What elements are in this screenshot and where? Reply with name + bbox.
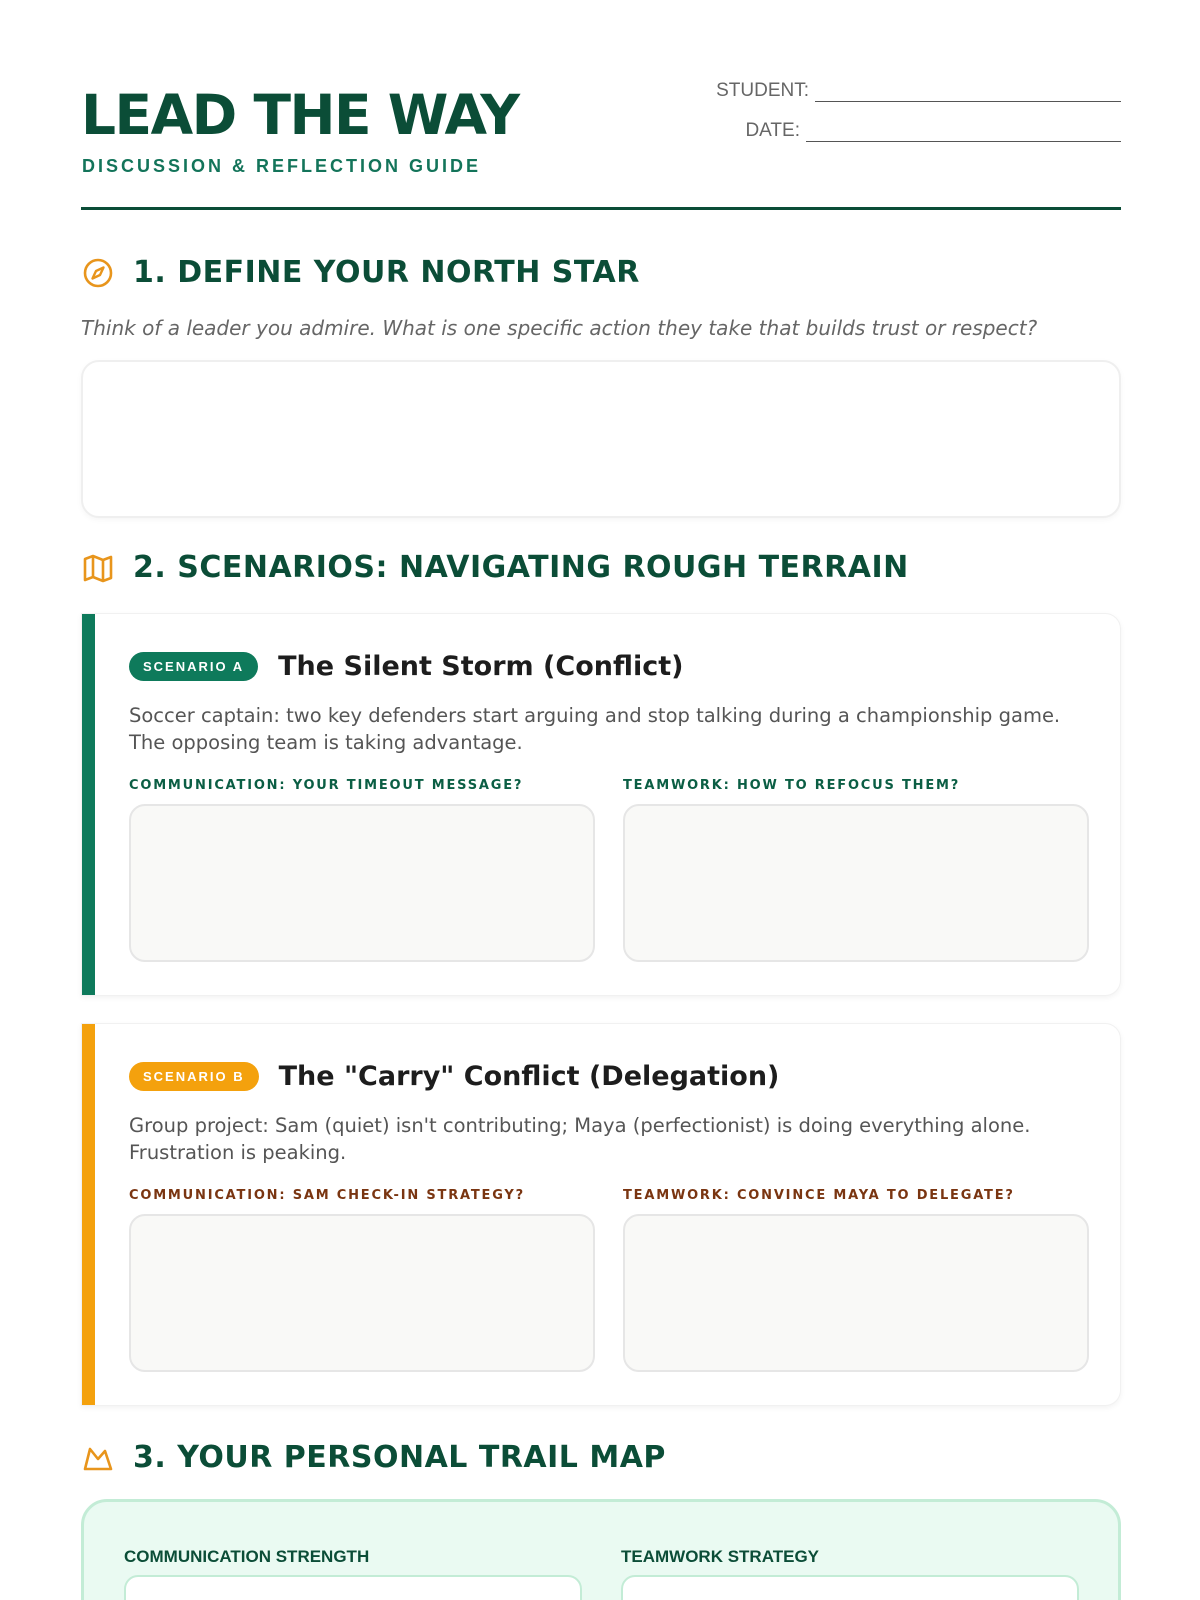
scenario-title: The "Carry" Conflict (Delegation) <box>278 1061 780 1092</box>
communication-question-label: COMMUNICATION: YOUR TIMEOUT MESSAGE? <box>129 778 524 793</box>
date-field[interactable] <box>745 120 1121 142</box>
teamwork-answer-box[interactable] <box>623 804 1089 962</box>
communication-answer-box[interactable] <box>129 804 595 962</box>
communication-answer-box[interactable] <box>129 1214 595 1372</box>
scenario-description: Soccer captain: two key defenders start arguing and stop talking during a championship game. The opposing team is taking advantage. <box>129 704 1061 754</box>
trail-map-panel <box>81 1499 1121 1600</box>
scenario-card <box>81 1023 1121 1406</box>
scenario-description: Group project: Sam (quiet) isn't contributing; Maya (perfectionist) is doing everything alone. Frustration is peaking. <box>129 1114 1031 1164</box>
mountain-icon <box>81 1441 115 1475</box>
communication-strength-box[interactable] <box>124 1575 582 1600</box>
section3-heading <box>81 1440 666 1475</box>
teamwork-question-label: TEAMWORK: HOW TO REFOCUS THEM? <box>623 778 961 793</box>
section1-title: 1. DEFINE YOUR NORTH STAR <box>133 255 640 290</box>
section2-title: 2. SCENARIOS: NAVIGATING ROUGH TERRAIN <box>133 550 909 585</box>
student-field[interactable] <box>716 80 1121 102</box>
scenario-badge: SCENARIO A <box>129 652 258 681</box>
teamwork-strategy-label: TEAMWORK STRATEGY <box>621 1547 820 1566</box>
teamwork-question-label: TEAMWORK: CONVINCE MAYA TO DELEGATE? <box>623 1188 1015 1203</box>
student-label: STUDENT: <box>716 80 809 101</box>
date-line[interactable] <box>806 126 1121 142</box>
scenario-accent-bar <box>82 614 95 995</box>
section1-prompt: Think of a leader you admire. What is one specific action they take that builds trust or respect? <box>81 316 1038 340</box>
scenario-heading <box>129 1061 779 1092</box>
date-label: DATE: <box>745 120 800 141</box>
scenario-badge: SCENARIO B <box>129 1062 259 1091</box>
page-title: LEAD THE WAY <box>81 83 519 147</box>
page-subtitle: DISCUSSION & REFLECTION GUIDE <box>82 156 482 176</box>
compass-icon <box>81 256 115 290</box>
communication-question-label: COMMUNICATION: SAM CHECK-IN STRATEGY? <box>129 1188 525 1203</box>
section3-title: 3. YOUR PERSONAL TRAIL MAP <box>133 1440 666 1475</box>
section1-heading <box>81 255 640 290</box>
communication-strength-label: COMMUNICATION STRENGTH <box>124 1547 370 1566</box>
teamwork-answer-box[interactable] <box>623 1214 1089 1372</box>
north-star-answer-box[interactable] <box>81 360 1121 518</box>
scenario-accent-bar <box>82 1024 95 1405</box>
scenario-title: The Silent Storm (Conflict) <box>278 651 684 682</box>
header <box>81 0 1121 210</box>
student-line[interactable] <box>815 86 1121 102</box>
scenario-card <box>81 613 1121 996</box>
worksheet-page <box>81 0 1121 1566</box>
map-icon <box>81 551 115 585</box>
scenario-heading <box>129 651 683 682</box>
section2-heading <box>81 550 909 585</box>
teamwork-strategy-box[interactable] <box>621 1575 1079 1600</box>
